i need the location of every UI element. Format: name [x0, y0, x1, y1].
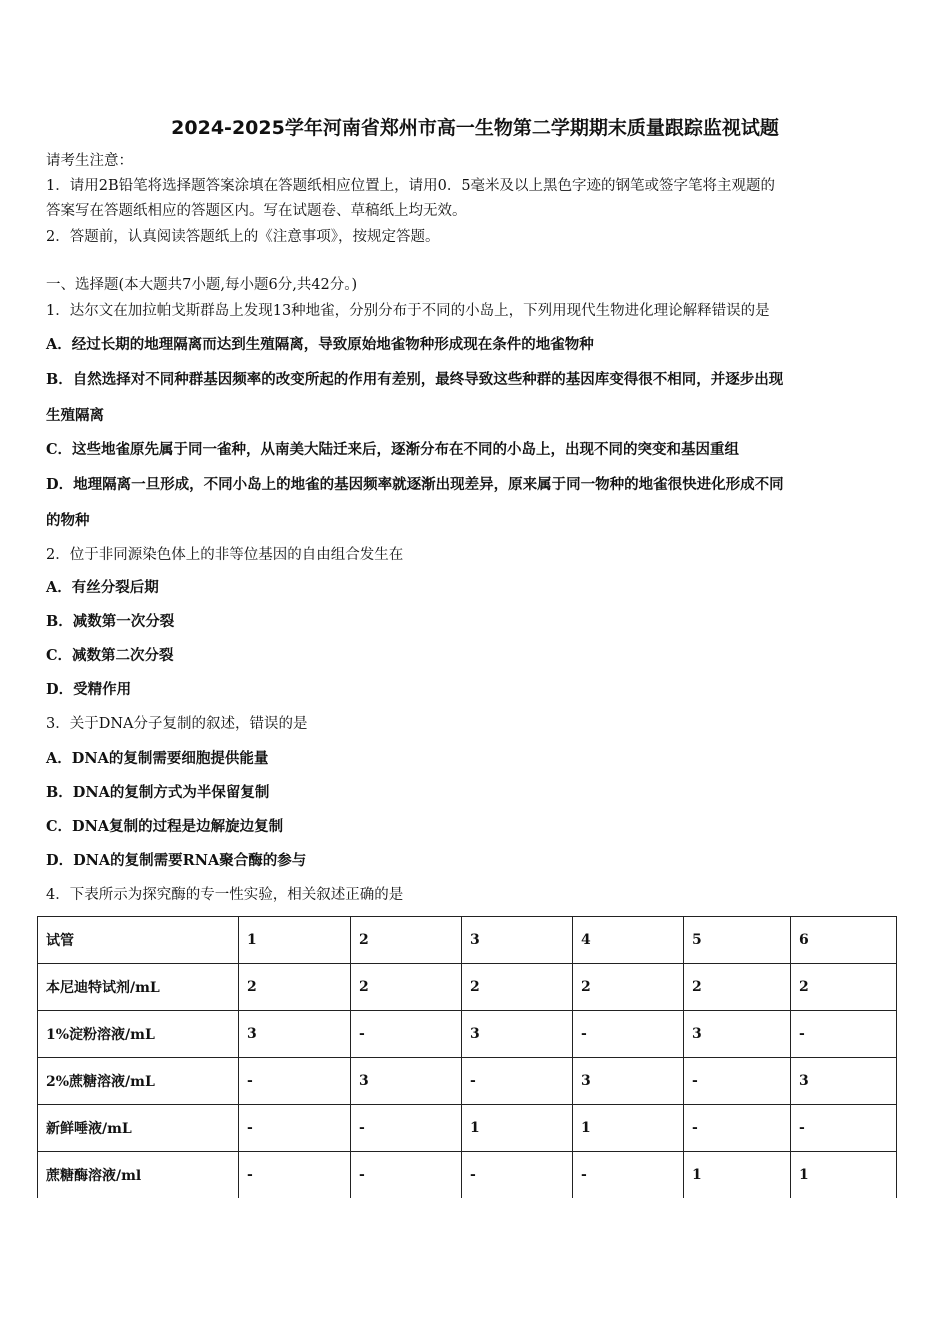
table-cell: 1	[462, 1105, 573, 1152]
option: A．DNA的复制需要细胞提供能量	[46, 750, 269, 767]
question-stem: 3．关于DNA分子复制的叙述，错误的是	[46, 716, 308, 732]
table-cell: 2	[239, 964, 351, 1011]
row-label-cell: 本尼迪特试剂/mL	[38, 964, 239, 1011]
table-cell: 4	[573, 917, 684, 964]
table-cell: -	[462, 1152, 573, 1199]
row-label-cell: 蔗糖酶溶液/ml	[38, 1152, 239, 1199]
table-cell: -	[573, 1011, 684, 1058]
option: C．这些地雀原先属于同一雀种，从南美大陆迁来后，逐渐分布在不同的小岛上，出现不同的突变和基因重组	[46, 441, 740, 458]
table-cell: -	[351, 1011, 462, 1058]
table-cell: -	[573, 1152, 684, 1199]
table-cell: 2	[791, 964, 897, 1011]
notice-line: 1．请用2B铅笔将选择题答案涂填在答题纸相应位置上，请用0．5毫米及以上黑色字迹的钢笔或签字笔将主观题的	[46, 178, 776, 194]
table-cell: 2	[573, 964, 684, 1011]
experiment-table	[37, 916, 897, 1198]
question-stem: 4．下表所示为探究酶的专一性实验，相关叙述正确的是	[46, 887, 404, 903]
notice-line: 2．答题前，认真阅读答题纸上的《注意事项》，按规定答题。	[46, 229, 440, 245]
option: B．减数第一次分裂	[46, 613, 175, 630]
option: D．受精作用	[46, 681, 132, 698]
table-cell: -	[791, 1105, 897, 1152]
option: B．自然选择对不同种群基因频率的改变所起的作用有差别，最终导致这些种群的基因库变得很不相同，并逐步出现	[46, 371, 784, 388]
table-cell: 3	[239, 1011, 351, 1058]
table-cell: 2	[351, 917, 462, 964]
table-cell: -	[791, 1011, 897, 1058]
table-cell: 6	[791, 917, 897, 964]
table-cell: -	[462, 1058, 573, 1105]
table-cell: -	[239, 1152, 351, 1199]
table-cell: 2	[462, 964, 573, 1011]
table-row	[38, 1058, 897, 1105]
table-cell: 3	[573, 1058, 684, 1105]
table-cell: -	[351, 1152, 462, 1199]
option: A．经过长期的地理隔离而达到生殖隔离，导致原始地雀物种形成现在条件的地雀物种	[46, 336, 594, 353]
table-cell: -	[684, 1058, 791, 1105]
question-stem: 2．位于非同源染色体上的非等位基因的自由组合发生在	[46, 547, 404, 563]
table-row	[38, 1152, 897, 1199]
option: C．减数第二次分裂	[46, 647, 174, 664]
table-cell: 2	[351, 964, 462, 1011]
table-cell: 3	[351, 1058, 462, 1105]
table-cell: 3	[791, 1058, 897, 1105]
row-label-cell: 新鲜唾液/mL	[38, 1105, 239, 1152]
table-cell: 3	[462, 917, 573, 964]
page-title: 2024-2025学年河南省郑州市高一生物第二学期期末质量跟踪监视试题	[171, 117, 779, 139]
table-cell: 3	[462, 1011, 573, 1058]
row-label-cell: 1%淀粉溶液/mL	[38, 1011, 239, 1058]
row-label-cell: 2%蔗糖溶液/mL	[38, 1058, 239, 1105]
table-row	[38, 1105, 897, 1152]
option: B．DNA的复制方式为半保留复制	[46, 784, 270, 801]
option: C．DNA复制的过程是边解旋边复制	[46, 818, 284, 835]
table-cell: 1	[239, 917, 351, 964]
table-row	[38, 917, 897, 964]
table-cell: -	[239, 1058, 351, 1105]
table-row	[38, 964, 897, 1011]
option: A．有丝分裂后期	[46, 579, 159, 596]
table-cell: 1	[573, 1105, 684, 1152]
notice-heading: 请考生注意：	[46, 153, 133, 169]
option-cont: 的物种	[46, 512, 90, 529]
table-cell: 5	[684, 917, 791, 964]
table-cell: 2	[684, 964, 791, 1011]
notice-line: 答案写在答题纸相应的答题区内。写在试题卷、草稿纸上均无效。	[46, 203, 467, 219]
option-cont: 生殖隔离	[46, 407, 104, 424]
table-cell: -	[684, 1105, 791, 1152]
option: D．地理隔离一旦形成，不同小岛上的地雀的基因频率就逐渐出现差异，原来属于同一物种的地雀很快进化形成不同	[46, 476, 784, 493]
table-cell: 1	[684, 1152, 791, 1199]
section-heading: 一、选择题(本大题共7小题,每小题6分,共42分。)	[46, 277, 358, 293]
question-stem: 1．达尔文在加拉帕戈斯群岛上发现13种地雀，分别分布于不同的小岛上，下列用现代生物进化理论解释错误的是	[46, 303, 770, 319]
table-cell: -	[239, 1105, 351, 1152]
row-label-cell: 试管	[38, 917, 239, 964]
table-cell: 1	[791, 1152, 897, 1199]
table-row	[38, 1011, 897, 1058]
option: D．DNA的复制需要RNA聚合酶的参与	[46, 852, 307, 869]
table-cell: -	[351, 1105, 462, 1152]
table-cell: 3	[684, 1011, 791, 1058]
